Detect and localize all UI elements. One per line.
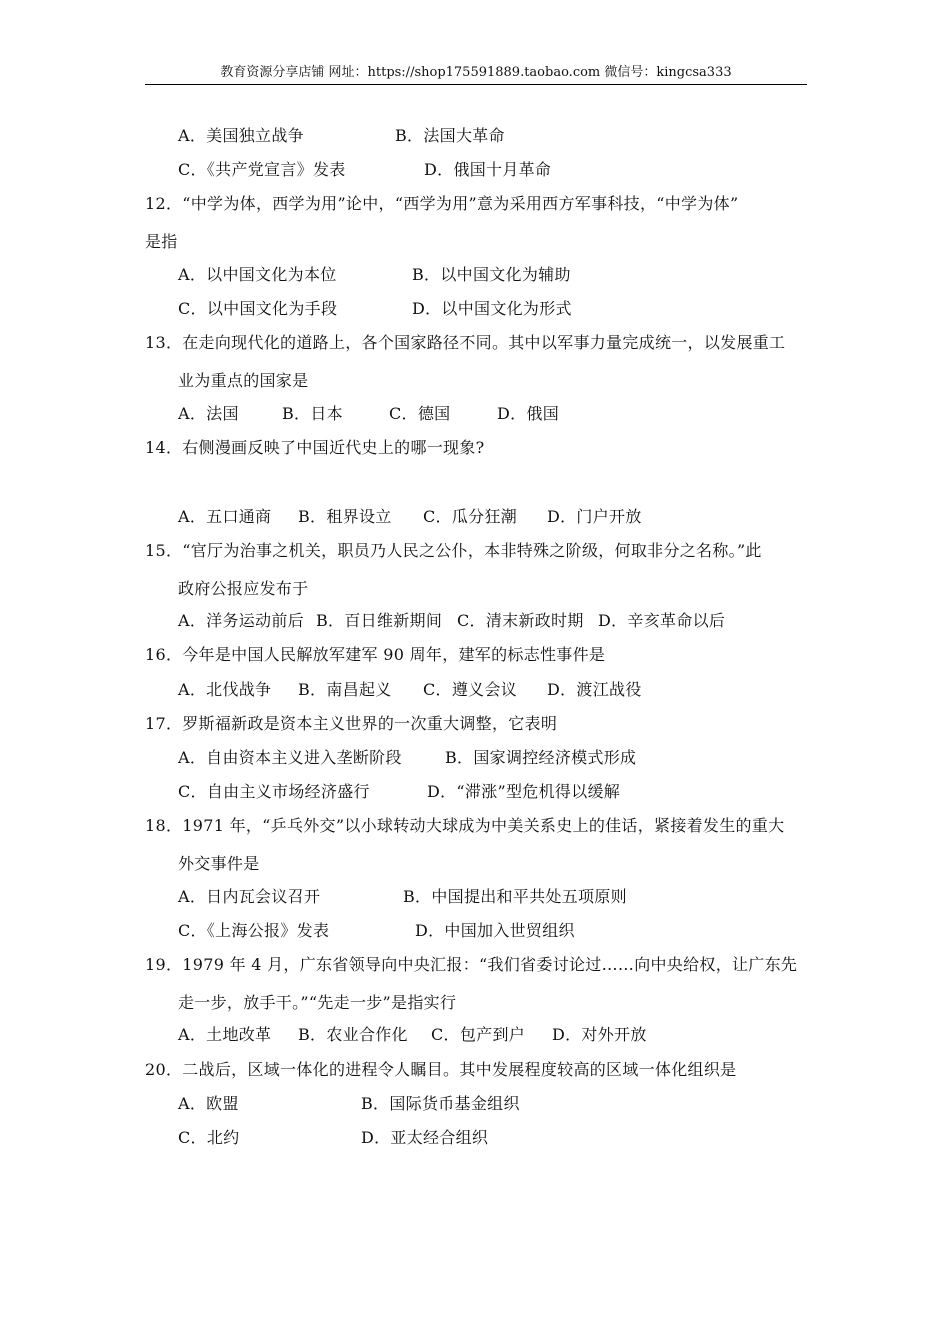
q19-option-b: B．农业合作化 (298, 1025, 408, 1044)
q18-option-c: C．《上海公报》发表 (178, 921, 330, 940)
q15-option-d: D．辛亥革命以后 (598, 611, 726, 630)
q17-option-c: C．自由主义市场经济盛行 (178, 782, 370, 801)
q14-option-d: D．门户开放 (547, 507, 642, 526)
q15-stem-line1: 15．“官厅为治事之机关，职员乃人民之公仆，本非特殊之阶级，何取非分之名称。”此 (145, 541, 762, 560)
q20-option-c: C．北约 (178, 1128, 240, 1147)
q12-stem-line2: 是指 (145, 232, 178, 251)
q16-option-a: A．北伐战争 (178, 680, 272, 699)
header-divider (145, 84, 807, 85)
q18-stem-line2: 外交事件是 (178, 854, 260, 873)
q14-option-b: B．租界设立 (298, 507, 392, 526)
q13-option-d: D．俄国 (497, 404, 560, 423)
q18-option-b: B．中国提出和平共处五项原则 (403, 887, 627, 906)
q19-stem-line2: 走一步，放手干。”“先走一步”是指实行 (178, 993, 457, 1012)
q18-option-a: A．日内瓦会议召开 (178, 887, 321, 906)
q11-option-a: A．美国独立战争 (178, 126, 304, 145)
q18-option-d: D．中国加入世贸组织 (415, 921, 575, 940)
q11-option-d: D．俄国十月革命 (424, 160, 552, 179)
page-header: 教育资源分享店铺 网址：https://shop175591889.taobao.com 微信号：kingcsa333 (220, 65, 732, 80)
q15-option-a: A．洋务运动前后 (178, 611, 304, 630)
q16-option-c: C．遵义会议 (423, 680, 518, 699)
q14-option-c: C．瓜分狂潮 (423, 507, 518, 526)
q12-option-d: D．以中国文化为形式 (412, 299, 572, 318)
q19-option-a: A．土地改革 (178, 1025, 272, 1044)
q13-option-b: B．日本 (282, 404, 343, 423)
q14-option-a: A．五口通商 (178, 507, 272, 526)
q17-stem-line1: 17．罗斯福新政是资本主义世界的一次重大调整，它表明 (145, 714, 558, 733)
q12-option-c: C．以中国文化为手段 (178, 299, 338, 318)
q14-stem-line1: 14．右侧漫画反映了中国近代史上的哪一现象? (145, 438, 485, 457)
q19-option-d: D．对外开放 (552, 1025, 647, 1044)
q15-stem-line2: 政府公报应发布于 (178, 579, 309, 598)
q17-option-a: A．自由资本主义进入垄断阶段 (178, 748, 402, 767)
q16-option-b: B．南昌起义 (298, 680, 392, 699)
q19-stem-line1: 19．1979 年 4 月，广东省领导向中央汇报：“我们省委讨论过……向中央给权，让广东先 (145, 955, 798, 974)
q18-stem-line1: 18．1971 年，“乒乓外交”以小球转动大球成为中美关系史上的佳话，紧接着发生的重大 (145, 816, 785, 835)
q20-stem-line1: 20．二战后，区域一体化的进程令人瞩目。其中发展程度较高的区域一体化组织是 (145, 1060, 737, 1079)
q13-stem-line2: 业为重点的国家是 (178, 371, 309, 390)
q13-stem-line1: 13．在走向现代化的道路上，各个国家路径不同。其中以军事力量完成统一，以发展重工 (145, 333, 786, 352)
q20-option-a: A．欧盟 (178, 1094, 239, 1113)
q12-option-a: A．以中国文化为本位 (178, 265, 337, 284)
q16-stem-line1: 16．今年是中国人民解放军建军 90 周年，建军的标志性事件是 (145, 645, 606, 664)
q16-option-d: D．渡江战役 (547, 680, 642, 699)
q12-stem-line1: 12．“中学为体，西学为用”论中，“西学为用”意为采用西方军事科技，“中学为体” (145, 194, 739, 213)
q17-option-b: B．国家调控经济模式形成 (445, 748, 637, 767)
q17-option-d: D．“滞涨”型危机得以缓解 (427, 782, 621, 801)
q20-option-d: D．亚太经合组织 (361, 1128, 489, 1147)
q12-option-b: B．以中国文化为辅助 (412, 265, 571, 284)
q11-option-b: B．法国大革命 (395, 126, 505, 145)
q11-option-c: C．《共产党宣言》发表 (178, 160, 346, 179)
q13-option-a: A．法国 (178, 404, 239, 423)
q20-option-b: B．国际货币基金组织 (361, 1094, 520, 1113)
q13-option-c: C．德国 (389, 404, 451, 423)
q15-option-c: C．清末新政时期 (457, 611, 584, 630)
q15-option-b: B．百日维新期间 (316, 611, 443, 630)
q19-option-c: C．包产到户 (431, 1025, 526, 1044)
